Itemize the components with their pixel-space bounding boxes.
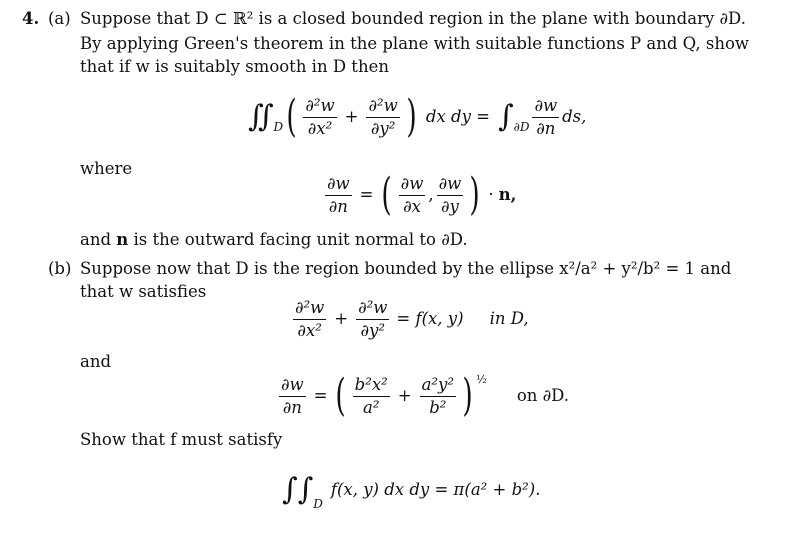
dw-dy-fraction: $\frac{\partial w}{\partial y}$ bbox=[438, 173, 462, 216]
b2x2-over-a2-fraction: $\frac{\text{b²x²}}{\text{a²}}$ bbox=[354, 374, 388, 417]
rhs-function: = f(x, y) bbox=[396, 309, 464, 328]
plus-operator: + bbox=[397, 386, 412, 405]
boundary-region: ∂D bbox=[513, 120, 530, 134]
problem-number: 4. bbox=[22, 9, 40, 28]
part-b-label: (b) bbox=[48, 259, 72, 278]
part-a-line-4: and n is the outward facing unit normal to ∂D. bbox=[80, 230, 468, 249]
normal-derivative-definition: $\frac{\partial w}{\partial n}$ = ( $\frac{\partial w}{\partial x}$ , $\frac{\partial w}{\partial y}$ ) · n, bbox=[327, 169, 517, 220]
half-exponent: ½ bbox=[476, 373, 487, 386]
equals-operator: = bbox=[313, 386, 328, 405]
arc-measure: ds, bbox=[562, 107, 587, 126]
second-partial-y: $\frac{\text{∂²w}}{\text{∂y²}}$ bbox=[368, 95, 398, 138]
dw-dx-fraction: $\frac{\partial w}{\partial x}$ bbox=[400, 173, 424, 216]
dw-dn-fraction: $\frac{\partial w}{\partial n}$ bbox=[327, 173, 350, 216]
area-measure: dx dy = bbox=[425, 107, 490, 126]
integral-body: f(x, y) dx dy = π(a² + b²). bbox=[330, 480, 541, 499]
show-that-line: Show that f must satisfy bbox=[80, 430, 283, 449]
d2w-dy2-fraction: $\frac{\text{∂²w}}{\text{∂y²}}$ bbox=[358, 297, 388, 340]
second-partial-x: $\frac{\text{∂²w}}{\text{∂x²}}$ bbox=[305, 95, 335, 138]
line-integral-sign: ∫ bbox=[497, 99, 514, 134]
comma: , bbox=[428, 185, 434, 204]
part-a-line-3: that if w is suitably smooth in D then bbox=[80, 57, 389, 76]
where-label: where bbox=[80, 159, 133, 178]
boundary-condition-label: on ∂D. bbox=[516, 386, 570, 405]
right-paren: ) bbox=[462, 370, 473, 421]
unit-normal-vector: n, bbox=[498, 185, 517, 204]
right-paren: ) bbox=[406, 91, 417, 142]
a2y2-over-b2-fraction: $\frac{\text{a²y²}}{\text{b²}}$ bbox=[421, 374, 454, 417]
double-integral-sign: ∬ bbox=[248, 99, 274, 134]
domain-condition: in D, bbox=[489, 309, 529, 328]
boundary-condition-equation bbox=[276, 368, 569, 424]
part-b-line-1: Suppose now that D is the region bounded by the ellipse x²/a² + y²/b² = 1 and bbox=[80, 259, 732, 278]
part-a-line-2: By applying Green's theorem in the plane with suitable functions P and Q, show bbox=[80, 34, 749, 53]
integral-region: D bbox=[273, 120, 284, 134]
dw-dn-fraction: $\frac{\partial w}{\partial n}$ bbox=[281, 374, 304, 417]
left-paren: ( bbox=[286, 91, 297, 142]
integral-region: D bbox=[313, 497, 323, 511]
dot-operator: · bbox=[488, 185, 494, 204]
green-identity-equation: ∬ D ( $\frac{\text{∂²w}}{\text{∂x²}}$ + $\frac{\text{∂²w}}{\text{∂y²}}$ ) dx dy = ∫ ∂D $\frac{\partial w}{\partial n}$ ds, bbox=[248, 91, 587, 142]
part-a-line-1: Suppose that D ⊂ ℝ² is a closed bounded region in the plane with boundary ∂D. bbox=[80, 9, 746, 28]
and-label: and bbox=[80, 352, 112, 371]
plus-operator: + bbox=[334, 309, 349, 328]
left-paren: ( bbox=[335, 370, 347, 421]
part-a-label: (a) bbox=[48, 9, 71, 28]
required-integral-identity bbox=[282, 466, 540, 514]
d2w-dx2-fraction: $\frac{\text{∂²w}}{\text{∂x²}}$ bbox=[295, 297, 325, 340]
part-b-line-2: that w satisfies bbox=[80, 282, 207, 301]
left-paren: ( bbox=[381, 169, 393, 220]
right-paren: ) bbox=[469, 169, 480, 220]
poisson-equation bbox=[290, 294, 529, 344]
double-integral-sign: ∫∫ bbox=[282, 472, 314, 507]
normal-derivative: $\frac{\partial w}{\partial n}$ bbox=[534, 95, 558, 138]
